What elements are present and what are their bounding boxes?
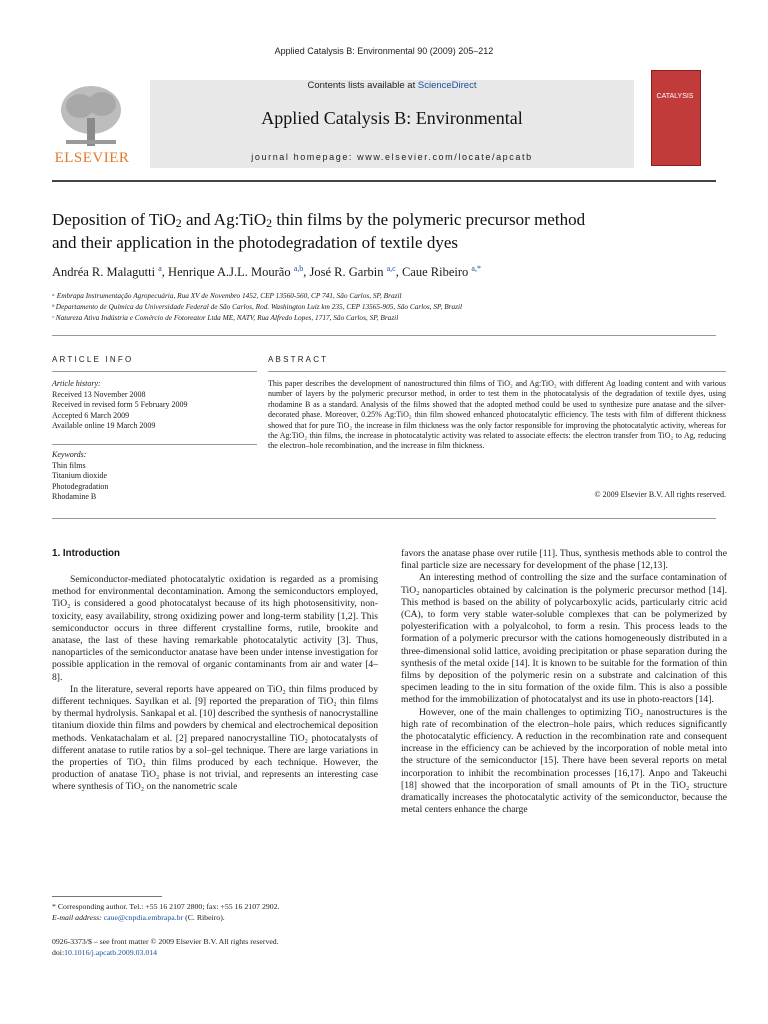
history-label: Article history: — [52, 379, 101, 388]
body-paragraph: Semiconductor-mediated photocatalytic oxidation is regarded as a promising method for environmental decontamination. Among the semiconductors employed, TiO₂ is considered a good photocatalyst because of its high photosensitivity, non-toxicity, easy availability, strong oxidizing power and long-term stability [1,2]. This semiconductor occurs in three different crystalline forms, rutile, brookite and anatase, the last of these having remarkable photocatalytic activity [3]. Thus, nanoparticles of the semiconductor anatase have been under intense investigation for possible application in the removal of organic contaminants from air and water [4–8]. — [52, 574, 378, 683]
author-affil[interactable]: a — [158, 264, 162, 273]
info-rule — [52, 444, 257, 445]
history-item: Available online 19 March 2009 — [52, 421, 156, 430]
author-affil[interactable]: a,* — [471, 264, 481, 273]
author-name: Andréa R. Malagutti — [52, 265, 156, 280]
affiliation: ᶜ Natureza Ativa Indústria e Comércio de Fotoreator Ltda ME, NATV, Rua Alfredo Lopes, 1717, São Carlos, SP, Brazil — [52, 313, 399, 322]
info-rule — [52, 371, 257, 372]
doi-link[interactable]: 10.1016/j.apcatb.2009.03.014 — [64, 947, 158, 957]
abstract-heading: ABSTRACT — [268, 355, 329, 364]
corresponding-author: * Corresponding author. Tel.: +55 16 2107 2800; fax: +55 16 2107 2902. — [52, 902, 280, 911]
subscript: 2 — [175, 216, 182, 230]
header-rule — [52, 180, 716, 182]
affiliation: ᵃ Embrapa Instrumentação Agropecuária, Rua XV de Novembro 1452, CEP 13560-560, CP 741, São Carlos, SP, Brazil — [52, 291, 402, 300]
journal-cover-thumbnail — [651, 70, 701, 166]
publisher-logo-text: ELSEVIER — [54, 150, 130, 166]
doi-prefix: doi: — [52, 947, 65, 957]
sciencedirect-link[interactable]: ScienceDirect — [417, 80, 477, 91]
title-part: Deposition of TiO — [52, 210, 176, 229]
author-name: Henrique A.J.L. Mourão — [168, 265, 291, 280]
footnote-rule — [52, 896, 162, 897]
contents-line — [150, 80, 634, 91]
title-part: and their application in the photodegradation of textile dyes — [52, 233, 458, 252]
introduction-heading: 1. Introduction — [52, 548, 121, 559]
issn-line: 0926-3373/$ – see front matter © 2009 Elsevier B.V. All rights reserved. — [52, 937, 279, 946]
title-part: thin films by the polymeric precursor method — [272, 210, 586, 229]
author-affil[interactable]: a,b — [293, 264, 304, 273]
keywords-label: Keywords: — [52, 450, 87, 459]
body-paragraph: An interesting method of controlling the size and the surface contamination of TiO₂ nanoparticles obtained by calcination is the polymeric precursor method [14]. This method is based on the ability of polycarboxylic acids, particularly citric acid (CA), to form very stable water-soluble complexes that can be polymerized by polyesterification with a polyalcohol, to form a resin. This process leads to the formation of a polymeric precursor with the cations homogeneously distributed in a three-dimensional solid lattice, avoiding precipitation or phase separation during the synthesis of the metal oxide [14]. It is known to be suitable for the formation of thin films by deposition of the polymeric resin on a substrate and calcination of this specimen leading to the in situ formation of the oxide film. This is also a possible method for the immobilization of photocatalyst and its use in photo-reactors [14]. — [401, 572, 727, 706]
keyword: Rhodamine B — [52, 492, 97, 501]
article-history — [52, 379, 257, 432]
journal-homepage[interactable]: journal homepage: www.elsevier.com/locate/apcatb — [251, 152, 533, 162]
paper-title — [52, 208, 716, 254]
cover-label: CATALYSIS — [656, 93, 694, 100]
keyword: Photodegradation — [52, 481, 109, 491]
author-list: Andréa R. Malagutti $^a$, Henrique A.J.L. Mourão $^{a,b}$, José R. Garbin $^{a,c}$, Caue Ribeiro $^{a,*}$ — [52, 264, 481, 280]
author-name: Caue Ribeiro — [401, 265, 469, 280]
corresponding-footnote — [52, 902, 382, 923]
body-paragraph: favors the anatase phase over rutile [11]. Thus, synthesis methods able to control the final particle size are necessary for development of the phase [12,13]. — [401, 548, 727, 572]
article-info-heading: ARTICLE INFO — [52, 355, 134, 364]
history-item: Received in revised form 5 February 2009 — [52, 400, 188, 409]
body-column-left — [52, 574, 378, 794]
email-suffix: (C. Ribeiro). — [183, 912, 225, 922]
journal-title: Applied Catalysis B: Environmental — [261, 108, 523, 128]
history-item: Accepted 6 March 2009 — [52, 410, 130, 420]
email-link[interactable]: caue@cnpdia.embrapa.br — [103, 912, 184, 922]
history-item: Received 13 November 2008 — [52, 389, 146, 399]
journal-citation: Applied Catalysis B: Environmental 90 (2009) 205–212 — [274, 46, 494, 56]
abstract-copyright: © 2009 Elsevier B.V. All rights reserved. — [594, 490, 726, 499]
email-label: E-mail address: — [52, 912, 104, 922]
author-affil[interactable]: a,c — [386, 264, 396, 273]
section-rule — [52, 335, 716, 336]
section-rule — [52, 518, 716, 519]
body-paragraph: In the literature, several reports have appeared on TiO₂ thin films produced by different techniques. Sayılkan et al. [9] reported the preparation of TiO₂ thin films by thermal hydrolysis. Sankapal et al. [10] described the synthesis of nanocrystalline titanium dioxide thin films and powders by chemical and electrochemical deposition methods. Venkatachalam et al. [2] prepared nanocrystalline TiO₂ photocatalysts of different anatase to rutile ratios by a sol–gel technique. There are large variations in the properties of TiO₂ thin films produced by each technique. However, the production of anatase TiO₂ phase is not trivial, and represents an interesting case where synthesis of TiO₂ on the nanometric scale — [52, 683, 378, 793]
contents-prefix: Contents lists available at — [307, 80, 418, 91]
subscript: 2 — [266, 216, 273, 230]
front-matter — [52, 937, 382, 958]
abstract-rule — [268, 371, 726, 372]
keyword: Titanium dioxide — [52, 471, 108, 480]
body-column-right — [401, 548, 727, 816]
abstract-text: This paper describes the development of nanostructured thin films of TiO₂ and Ag:TiO₂ with different Ag loading content and with various number of layers by the polymeric precursor method, in order to test them in the photocatalysis of the degradation of textile dyes, using rhodamine B as a standard. Analysis of the films showed that the adopted method could be used to synthesize pure anatase and the silver-decorated phase. Moreover, 0.25% Ag:TiO₂ thin film showed enhanced photocatalytic efficiency. The tests with film of different thickness showed that for pure TiO₂ the increase in film thickness was the only factor responsible for improving the photocatalytic activity, whereas for the Ag:TiO₂ thin films, the increase in photocatalytic activity was related to associate effects: the electron transfer from TiO₂ to Ag, reducing the electron–hole recombination, and the increase in film thickness. — [268, 379, 726, 451]
title-part: and Ag:TiO — [181, 210, 267, 229]
keywords-block — [52, 450, 257, 503]
affiliation: ᵇ Departamento de Química da Universidade Federal de São Carlos, Rod. Washington Luiz km 235, CEP 13565-905, São Carlos, SP, Brazil — [52, 302, 463, 311]
keyword: Thin films — [52, 460, 86, 470]
body-paragraph: However, one of the main challenges to optimizing TiO₂ nanostructures is the high rate of recombination of the electron–hole pairs, which reduces significantly the photocatalytic efficiency. A reduction in the recombination rate and consequent increase in the efficiency can be achieved by the incorporation of noble metal into the structure of the semiconductor [15]. There have been several reports on metal incorporation to inhibit the recombination processes [16,17]. Anpo and Takeuchi [18] showed that the incorporation of small amounts of Pt in the TiO₂ structure dramatically increases the photocatalytic activity of the semiconductor, because the metal centers enhance the charge — [401, 706, 727, 816]
author-name: José R. Garbin — [309, 265, 384, 280]
